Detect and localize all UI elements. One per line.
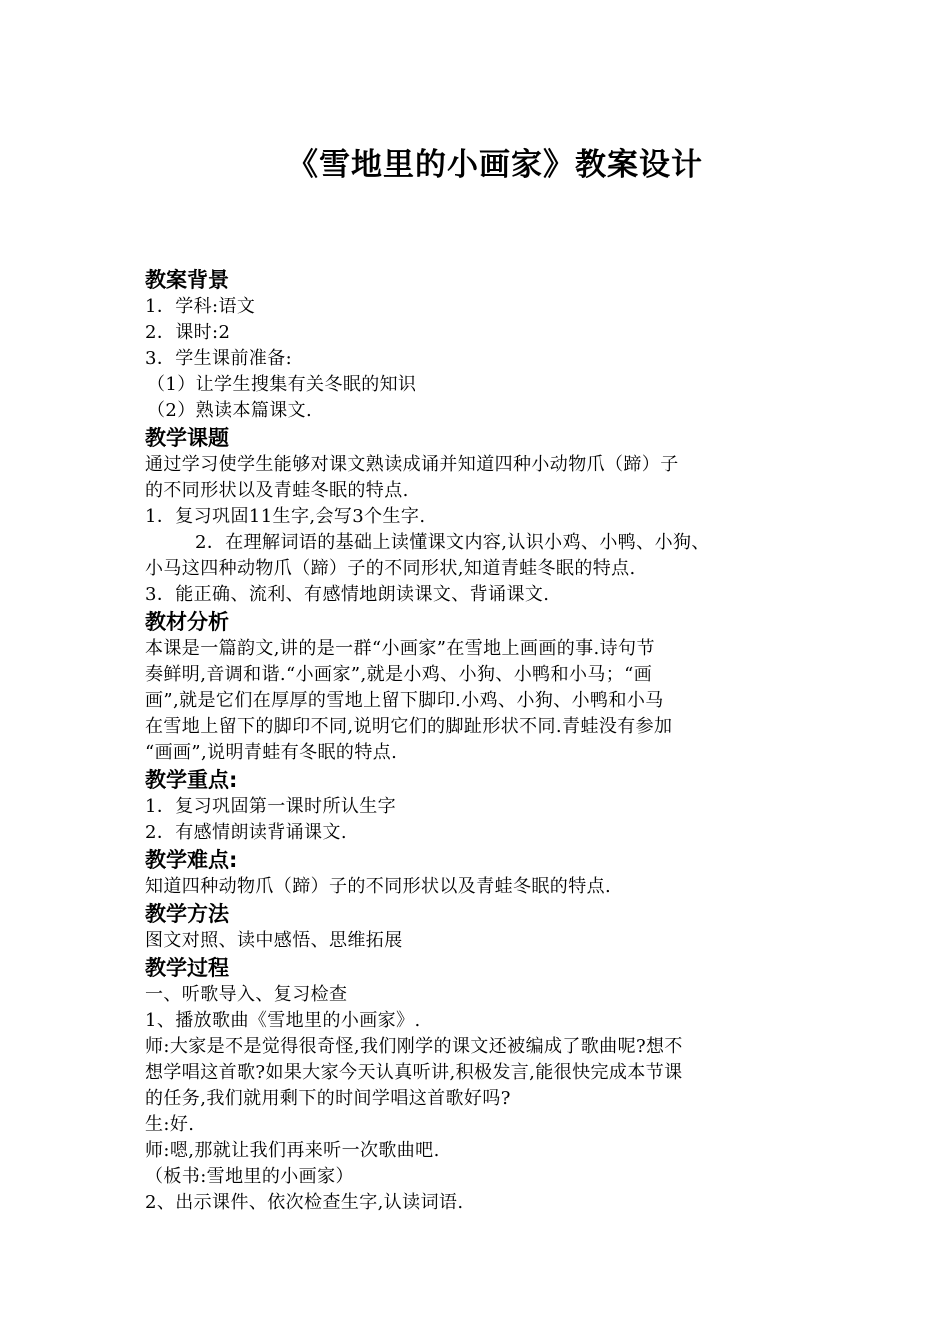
process-line: 一、听歌导入、复习检查 xyxy=(145,984,348,1005)
analysis-line: 画”,就是它们在厚厚的雪地上留下脚印.小鸡、小狗、小鸭和小马 xyxy=(145,690,664,711)
section-heading-analysis: 教材分析 xyxy=(145,610,229,634)
section-heading-topic: 教学课题 xyxy=(145,426,229,450)
process-line: 师:大家是不是觉得很奇怪,我们刚学的课文还被编成了歌曲呢?想不 xyxy=(145,1036,683,1057)
process-line: 1、播放歌曲《雪地里的小画家》. xyxy=(145,1010,421,1031)
section-heading-methods: 教学方法 xyxy=(145,902,229,926)
document-body xyxy=(145,266,835,1216)
topic-line: 小马这四种动物爪（蹄）子的不同形状,知道青蛙冬眠的特点. xyxy=(145,558,636,579)
key-points-line: 2．有感情朗读背诵课文. xyxy=(145,822,347,843)
section-heading-key-points: 教学重点: xyxy=(145,768,238,792)
topic-line: 3．能正确、流利、有感情地朗读课文、背诵课文. xyxy=(145,584,550,605)
background-line: 2．课时:2 xyxy=(145,322,231,343)
analysis-line: “画画”,说明青蛙有冬眠的特点. xyxy=(145,742,398,763)
methods-line: 图文对照、读中感悟、思维拓展 xyxy=(145,930,403,951)
topic-line: 2．在理解词语的基础上读懂课文内容,认识小鸡、小鸭、小狗、 xyxy=(195,532,710,553)
analysis-line: 本课是一篇韵文,讲的是一群“小画家”在雪地上画画的事.诗句节 xyxy=(145,638,655,659)
background-line: （2）熟读本篇课文. xyxy=(147,400,313,421)
background-line: 1．学科:语文 xyxy=(145,296,256,317)
background-line: 3．学生课前准备: xyxy=(145,348,293,369)
analysis-line: 奏鲜明,音调和谐.“小画家”,就是小鸡、小狗、小鸭和小马；“画 xyxy=(145,664,653,685)
section-heading-background: 教案背景 xyxy=(145,268,229,292)
process-line: 师:嗯,那就让我们再来听一次歌曲吧. xyxy=(145,1140,440,1161)
difficulties-line: 知道四种动物爪（蹄）子的不同形状以及青蛙冬眠的特点. xyxy=(145,876,612,897)
section-heading-difficulties: 教学难点: xyxy=(145,848,238,872)
background-line: （1）让学生搜集有关冬眠的知识 xyxy=(147,374,417,395)
process-line: 生:好. xyxy=(145,1114,195,1135)
process-line: 2、出示课件、依次检查生字,认读词语. xyxy=(145,1192,464,1213)
section-heading-process: 教学过程 xyxy=(145,956,229,980)
analysis-line: 在雪地上留下的脚印不同,说明它们的脚趾形状不同.青蛙没有参加 xyxy=(145,716,673,737)
document-title: 《雪地里的小画家》教案设计 xyxy=(287,147,703,183)
process-line: （板书:雪地里的小画家） xyxy=(145,1166,354,1187)
topic-line: 的不同形状以及青蛙冬眠的特点. xyxy=(145,480,409,501)
topic-line: 通过学习使学生能够对课文熟读成诵并知道四种小动物爪（蹄）子 xyxy=(145,454,679,475)
topic-line: 1．复习巩固11生字,会写3个生字. xyxy=(145,506,426,527)
key-points-line: 1．复习巩固第一课时所认生字 xyxy=(145,796,397,817)
process-line: 想学唱这首歌?如果大家今天认真听讲,积极发言,能很快完成本节课 xyxy=(145,1062,683,1083)
process-line: 的任务,我们就用剩下的时间学唱这首歌好吗? xyxy=(145,1088,511,1109)
